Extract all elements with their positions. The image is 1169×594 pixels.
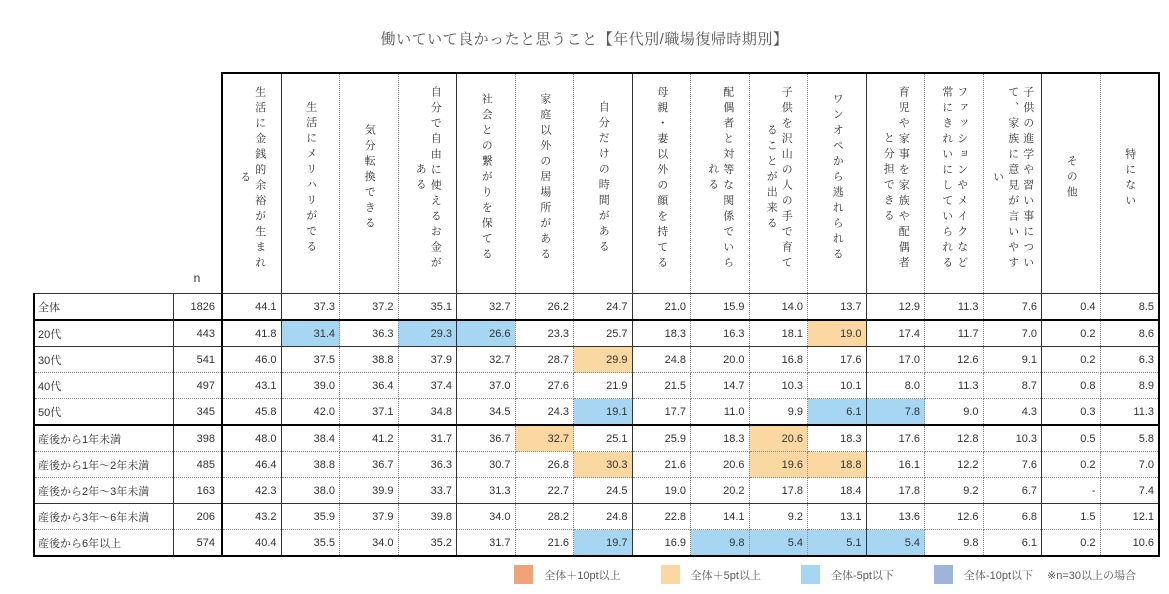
value-cell: 20.6 [691,452,750,478]
column-header [1100,73,1159,294]
value-cell: 9.2 [749,504,808,530]
table-row [34,294,1159,321]
legend-item [934,565,1033,584]
value-cell: 18.3 [808,425,867,452]
value-cell: 31.3 [457,478,516,504]
value-cell: 7.4 [1100,478,1159,504]
table-row [34,504,1159,530]
value-cell: 28.7 [515,347,574,373]
value-cell: 11.3 [925,294,984,321]
value-cell: 18.3 [632,320,691,347]
value-cell: 36.3 [398,452,457,478]
table-row [34,478,1159,504]
value-cell: 37.0 [457,373,516,399]
column-header [515,73,574,294]
column-header-label: 社会との繋がりを保てる [480,93,493,264]
value-cell: 5.8 [1100,425,1159,452]
value-cell: 9.0 [925,399,984,426]
value-cell: 20.0 [691,347,750,373]
value-cell: 25.1 [574,425,633,452]
value-cell: 43.2 [222,504,281,530]
value-cell: 23.3 [515,320,574,347]
value-cell: 31.7 [457,530,516,557]
value-cell: 0.5 [1042,425,1101,452]
value-cell: 16.1 [866,452,925,478]
value-cell: 34.0 [457,504,516,530]
row-n-value: 497 [173,373,222,399]
legend-item [514,565,620,584]
value-cell: 14.1 [691,504,750,530]
value-cell: 29.9 [574,347,633,373]
value-cell: 42.0 [281,399,340,426]
row-n-value: 1826 [173,294,222,321]
value-cell: 13.6 [866,504,925,530]
value-cell: 38.4 [281,425,340,452]
value-cell: 7.6 [983,452,1042,478]
column-header-label: 特にない [1123,147,1136,210]
legend-item-label: 全体＋5pt以上 [690,569,761,582]
value-cell: 8.5 [1100,294,1159,321]
value-cell: 0.2 [1042,347,1101,373]
column-header [281,73,340,294]
column-header [1042,73,1101,294]
value-cell: 19.1 [574,399,633,426]
row-n-value: 443 [173,320,222,347]
legend-swatch-plus5 [661,565,680,584]
value-cell: 29.3 [398,320,457,347]
value-cell: 10.3 [983,425,1042,452]
value-cell: 1.5 [1042,504,1101,530]
value-cell: 7.0 [983,320,1042,347]
value-cell: 22.8 [632,504,691,530]
table-row [34,452,1159,478]
value-cell: 36.7 [340,452,399,478]
value-cell: 10.6 [1100,530,1159,557]
value-cell: 35.5 [281,530,340,557]
value-cell: 32.7 [457,294,516,321]
table-row [34,530,1159,557]
value-cell: 13.7 [808,294,867,321]
value-cell: 12.9 [866,294,925,321]
value-cell: 21.6 [515,530,574,557]
table-row [34,320,1159,347]
value-cell: 14.7 [691,373,750,399]
value-cell: 32.7 [515,425,574,452]
value-cell: 36.3 [340,320,399,347]
row-n-value: 574 [173,530,222,557]
value-cell: 14.0 [749,294,808,321]
value-cell: 21.5 [632,373,691,399]
corner-cell [34,73,173,294]
legend-item-label: 全体＋10pt以上 [544,569,621,582]
value-cell: 9.2 [925,478,984,504]
value-cell: 30.7 [457,452,516,478]
table-row [34,373,1159,399]
table-row [34,347,1159,373]
value-cell: 24.8 [574,504,633,530]
column-header-label: 家庭以外の居場所がある [538,93,551,264]
value-cell: 26.2 [515,294,574,321]
value-cell: 38.8 [281,452,340,478]
legend-item [801,565,894,584]
value-cell: 31.4 [281,320,340,347]
value-cell: 46.0 [222,347,281,373]
value-cell: 38.0 [281,478,340,504]
value-cell: 12.1 [1100,504,1159,530]
column-header-label: 気分転換できる [363,124,376,233]
value-cell: 32.7 [457,347,516,373]
value-cell: 0.3 [1042,399,1101,426]
row-label: 30代 [34,347,173,373]
row-n-value: 541 [173,347,222,373]
value-cell: 12.2 [925,452,984,478]
value-cell: 36.4 [340,373,399,399]
value-cell: 0.2 [1042,452,1101,478]
survey-table [33,72,1160,557]
value-cell: 17.6 [808,347,867,373]
value-cell: 11.0 [691,399,750,426]
column-header-label: 育児や家事を家族や配偶者と分担できる [882,85,910,272]
value-cell: 12.8 [925,425,984,452]
value-cell: 17.6 [866,425,925,452]
row-label: 50代 [34,399,173,426]
value-cell: 15.9 [691,294,750,321]
column-header-label: 子供を沢山の人の手で育てることが出来る [765,85,793,272]
value-cell: 18.1 [749,320,808,347]
value-cell: 10.3 [749,373,808,399]
value-cell: 37.1 [340,399,399,426]
value-cell: 20.6 [749,425,808,452]
column-header [983,73,1042,294]
value-cell: 12.6 [925,504,984,530]
value-cell: 9.1 [983,347,1042,373]
value-cell: 6.1 [808,399,867,426]
value-cell: 24.5 [574,478,633,504]
legend-note: ※n=30以上の場合 [1047,569,1136,582]
row-label: 40代 [34,373,173,399]
value-cell: 0.2 [1042,530,1101,557]
value-cell: 36.7 [457,425,516,452]
legend-swatch-minus10 [934,565,953,584]
row-n-value: 206 [173,504,222,530]
value-cell: 34.5 [457,399,516,426]
value-cell: 5.4 [866,530,925,557]
row-label: 産後から6年以上 [34,530,173,557]
value-cell: 24.8 [632,347,691,373]
column-header-label: その他 [1065,155,1078,202]
column-header-label: 子供の進学や習い事について、家族に意見が言いやすい [991,85,1034,272]
column-header [749,73,808,294]
value-cell: 8.9 [1100,373,1159,399]
value-cell: 17.4 [866,320,925,347]
value-cell: 7.6 [983,294,1042,321]
value-cell: 7.0 [1100,452,1159,478]
column-header [340,73,399,294]
table-body [34,294,1159,557]
value-cell: 18.4 [808,478,867,504]
value-cell: 41.2 [340,425,399,452]
table-row [34,399,1159,426]
value-cell: 17.0 [866,347,925,373]
row-label: 産後から1年未満 [34,425,173,452]
value-cell: 17.8 [866,478,925,504]
column-header [925,73,984,294]
value-cell: 37.5 [281,347,340,373]
value-cell: 6.1 [983,530,1042,557]
value-cell: 18.8 [808,452,867,478]
value-cell: 21.0 [632,294,691,321]
value-cell: 35.2 [398,530,457,557]
column-header [574,73,633,294]
value-cell: 19.7 [574,530,633,557]
column-header [457,73,516,294]
value-cell: 22.7 [515,478,574,504]
row-label: 全体 [34,294,173,321]
value-cell: 25.9 [632,425,691,452]
column-header [691,73,750,294]
value-cell: 33.7 [398,478,457,504]
value-cell: 9.9 [749,399,808,426]
legend-item [661,565,761,584]
value-cell: 5.4 [749,530,808,557]
value-cell: 21.9 [574,373,633,399]
value-cell: 20.2 [691,478,750,504]
legend-item-label: 全体-5pt以下 [830,569,894,582]
value-cell: 11.3 [1100,399,1159,426]
column-header-label: 自分だけの時間がある [597,101,610,256]
value-cell: 8.0 [866,373,925,399]
row-label: 20代 [34,320,173,347]
column-header-label: 母親・妻以外の顔を持てる [655,85,668,272]
value-cell: 35.9 [281,504,340,530]
value-cell: 6.8 [983,504,1042,530]
value-cell: 16.3 [691,320,750,347]
value-cell: 13.1 [808,504,867,530]
value-cell: 37.2 [340,294,399,321]
column-header-label: ファッションやメイクなど常にきれいにしていられる [940,85,968,272]
row-label: 産後から3年～6年未満 [34,504,173,530]
column-header-label: ワンオペから逃れられる [831,93,844,264]
value-cell: 9.8 [691,530,750,557]
row-n-value: 398 [173,425,222,452]
value-cell: 11.3 [925,373,984,399]
value-cell: 43.1 [222,373,281,399]
row-n-value: 345 [173,399,222,426]
value-cell: 38.8 [340,347,399,373]
value-cell: 19.6 [749,452,808,478]
column-header [398,73,457,294]
value-cell: 39.9 [340,478,399,504]
value-cell: 10.1 [808,373,867,399]
value-cell: 8.6 [1100,320,1159,347]
column-header [866,73,925,294]
legend-swatch-plus10 [514,565,533,584]
value-cell: 42.3 [222,478,281,504]
column-header-label: 生活に金銭的余裕が生まれる [238,85,266,272]
value-cell: 6.3 [1100,347,1159,373]
value-cell: 4.3 [983,399,1042,426]
value-cell: 0.2 [1042,320,1101,347]
value-cell: 46.4 [222,452,281,478]
header-row [34,73,1159,294]
value-cell: 24.7 [574,294,633,321]
value-cell: 24.3 [515,399,574,426]
value-cell: 41.8 [222,320,281,347]
legend-swatch-minus5 [801,565,820,584]
value-cell: 9.8 [925,530,984,557]
value-cell: 17.8 [749,478,808,504]
value-cell: 34.0 [340,530,399,557]
value-cell: 37.3 [281,294,340,321]
column-header-label: 自分で自由に使えるお金がある [414,85,442,272]
value-cell: 34.8 [398,399,457,426]
value-cell: 45.8 [222,399,281,426]
legend-items [514,565,1033,584]
column-header [632,73,691,294]
value-cell: 17.7 [632,399,691,426]
value-cell: 19.0 [808,320,867,347]
value-cell: 27.6 [515,373,574,399]
value-cell: 5.1 [808,530,867,557]
value-cell: 48.0 [222,425,281,452]
value-cell: 21.6 [632,452,691,478]
row-label: 産後から1年～2年未満 [34,452,173,478]
value-cell: 16.9 [632,530,691,557]
row-label: 産後から2年～3年未満 [34,478,173,504]
value-cell: 39.8 [398,504,457,530]
value-cell: 12.6 [925,347,984,373]
value-cell: 19.0 [632,478,691,504]
value-cell: 35.1 [398,294,457,321]
value-cell: 25.7 [574,320,633,347]
value-cell: 6.7 [983,478,1042,504]
value-cell: 26.8 [515,452,574,478]
legend [33,565,1136,584]
value-cell: 18.3 [691,425,750,452]
value-cell: 0.4 [1042,294,1101,321]
column-header-label: 配偶者と対等な関係でいられる [706,85,734,272]
value-cell: 16.8 [749,347,808,373]
value-cell: 39.0 [281,373,340,399]
value-cell: 37.9 [398,347,457,373]
row-n-value: 485 [173,452,222,478]
value-cell: 31.7 [398,425,457,452]
value-cell: 28.2 [515,504,574,530]
value-cell: 44.1 [222,294,281,321]
value-cell: 11.7 [925,320,984,347]
value-cell: 26.6 [457,320,516,347]
value-cell: 30.3 [574,452,633,478]
value-cell: - [1042,478,1101,504]
n-column-label: n [173,73,222,294]
value-cell: 8.7 [983,373,1042,399]
table-row [34,425,1159,452]
column-header-label: 生活にメリハリがでる [304,101,317,256]
value-cell: 0.8 [1042,373,1101,399]
row-n-value: 163 [173,478,222,504]
value-cell: 7.8 [866,399,925,426]
column-header [808,73,867,294]
page-title: 働いていて良かったと思うこと【年代別/職場復帰時期別】 [380,31,789,48]
value-cell: 40.4 [222,530,281,557]
value-cell: 37.4 [398,373,457,399]
legend-item-label: 全体-10pt以下 [963,569,1033,582]
column-header [222,73,281,294]
value-cell: 37.9 [340,504,399,530]
